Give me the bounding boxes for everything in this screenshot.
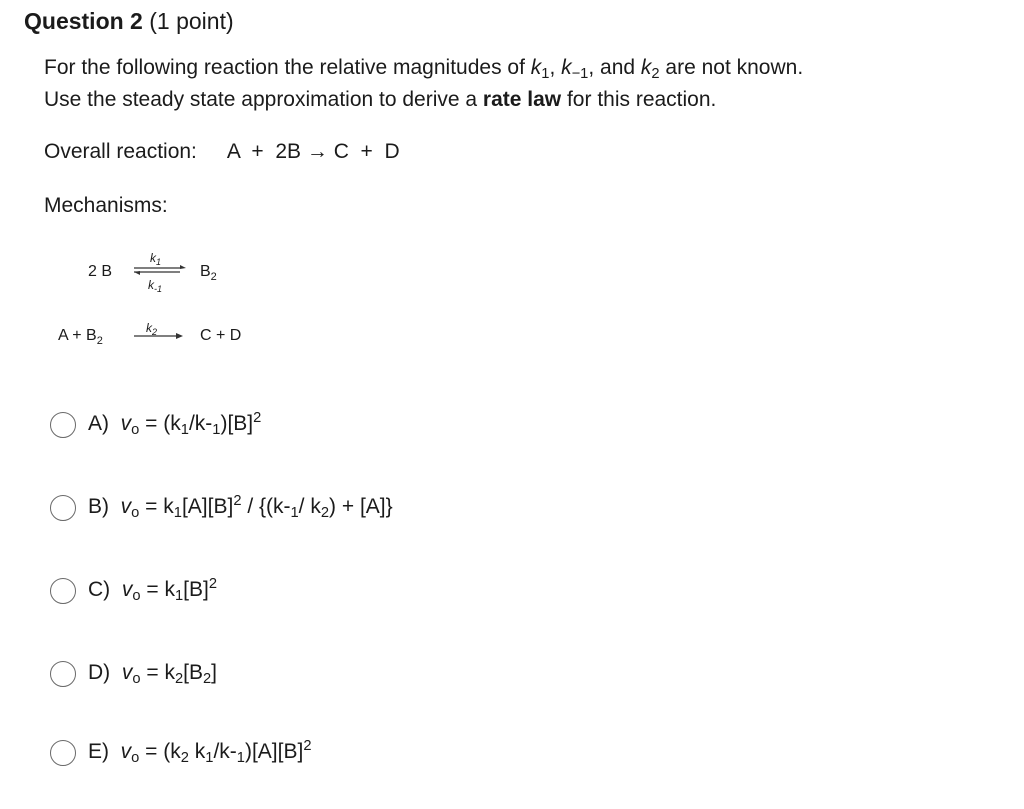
question-title: [24, 8, 234, 35]
option-b-radio[interactable]: [50, 495, 76, 521]
option-d-text: D) $v_o = k_2[B_2]$: [88, 661, 217, 688]
mechanisms-label: Mechanisms:: [44, 194, 168, 217]
mechanism-diagram: [40, 240, 300, 360]
rate-law-emphasis: rate law: [482, 88, 562, 111]
mechanism-svg: [40, 240, 300, 360]
option-c-text: C) $v_o = k_1[B]^2$: [88, 575, 217, 605]
prompt-line-2: Use the steady state approximation to derive a rate law for this reaction.: [44, 88, 717, 111]
step2-reactant: $A + B_2$: [58, 327, 103, 347]
step2-product: C + D: [200, 327, 242, 344]
step1-forward-k: $k_1$: [150, 251, 162, 267]
prompt-line-1: For the following reaction the relative magnitudes of $k_1$, $k_{-1}$, and $k_2$ are not known.: [44, 56, 804, 83]
question-points: (1 point): [149, 8, 234, 34]
overall-reaction-equation: A + 2B → C + D: [226, 140, 400, 163]
step1-product: $B_2$: [200, 263, 217, 283]
option-e-radio[interactable]: [50, 740, 76, 766]
option-d-radio[interactable]: [50, 661, 76, 687]
step2-rate-k: $k_2$: [146, 321, 158, 337]
question-label: Question 2: [24, 8, 143, 34]
step1-reactant: 2 B: [88, 263, 113, 280]
option-a-radio[interactable]: [50, 412, 76, 438]
forward-arrow-icon: [134, 333, 183, 339]
step1-reverse-k: $k_{-1}$: [148, 278, 163, 294]
option-e-text: E) $v_o = (k_2$ $k_1/k-_1)[A][B]^2$: [88, 737, 312, 767]
option-b-text: B) $v_o = k_1[A][B]^2 / \{(k-_1/$ $k_2) + [A]$}: [88, 492, 393, 522]
option-a-text: A) $v_o = (k_1/k-_1)[B]^2$: [88, 409, 262, 439]
option-c-radio[interactable]: [50, 578, 76, 604]
overall-reaction: [44, 140, 400, 164]
overall-reaction-label: Overall reaction:: [44, 140, 197, 163]
